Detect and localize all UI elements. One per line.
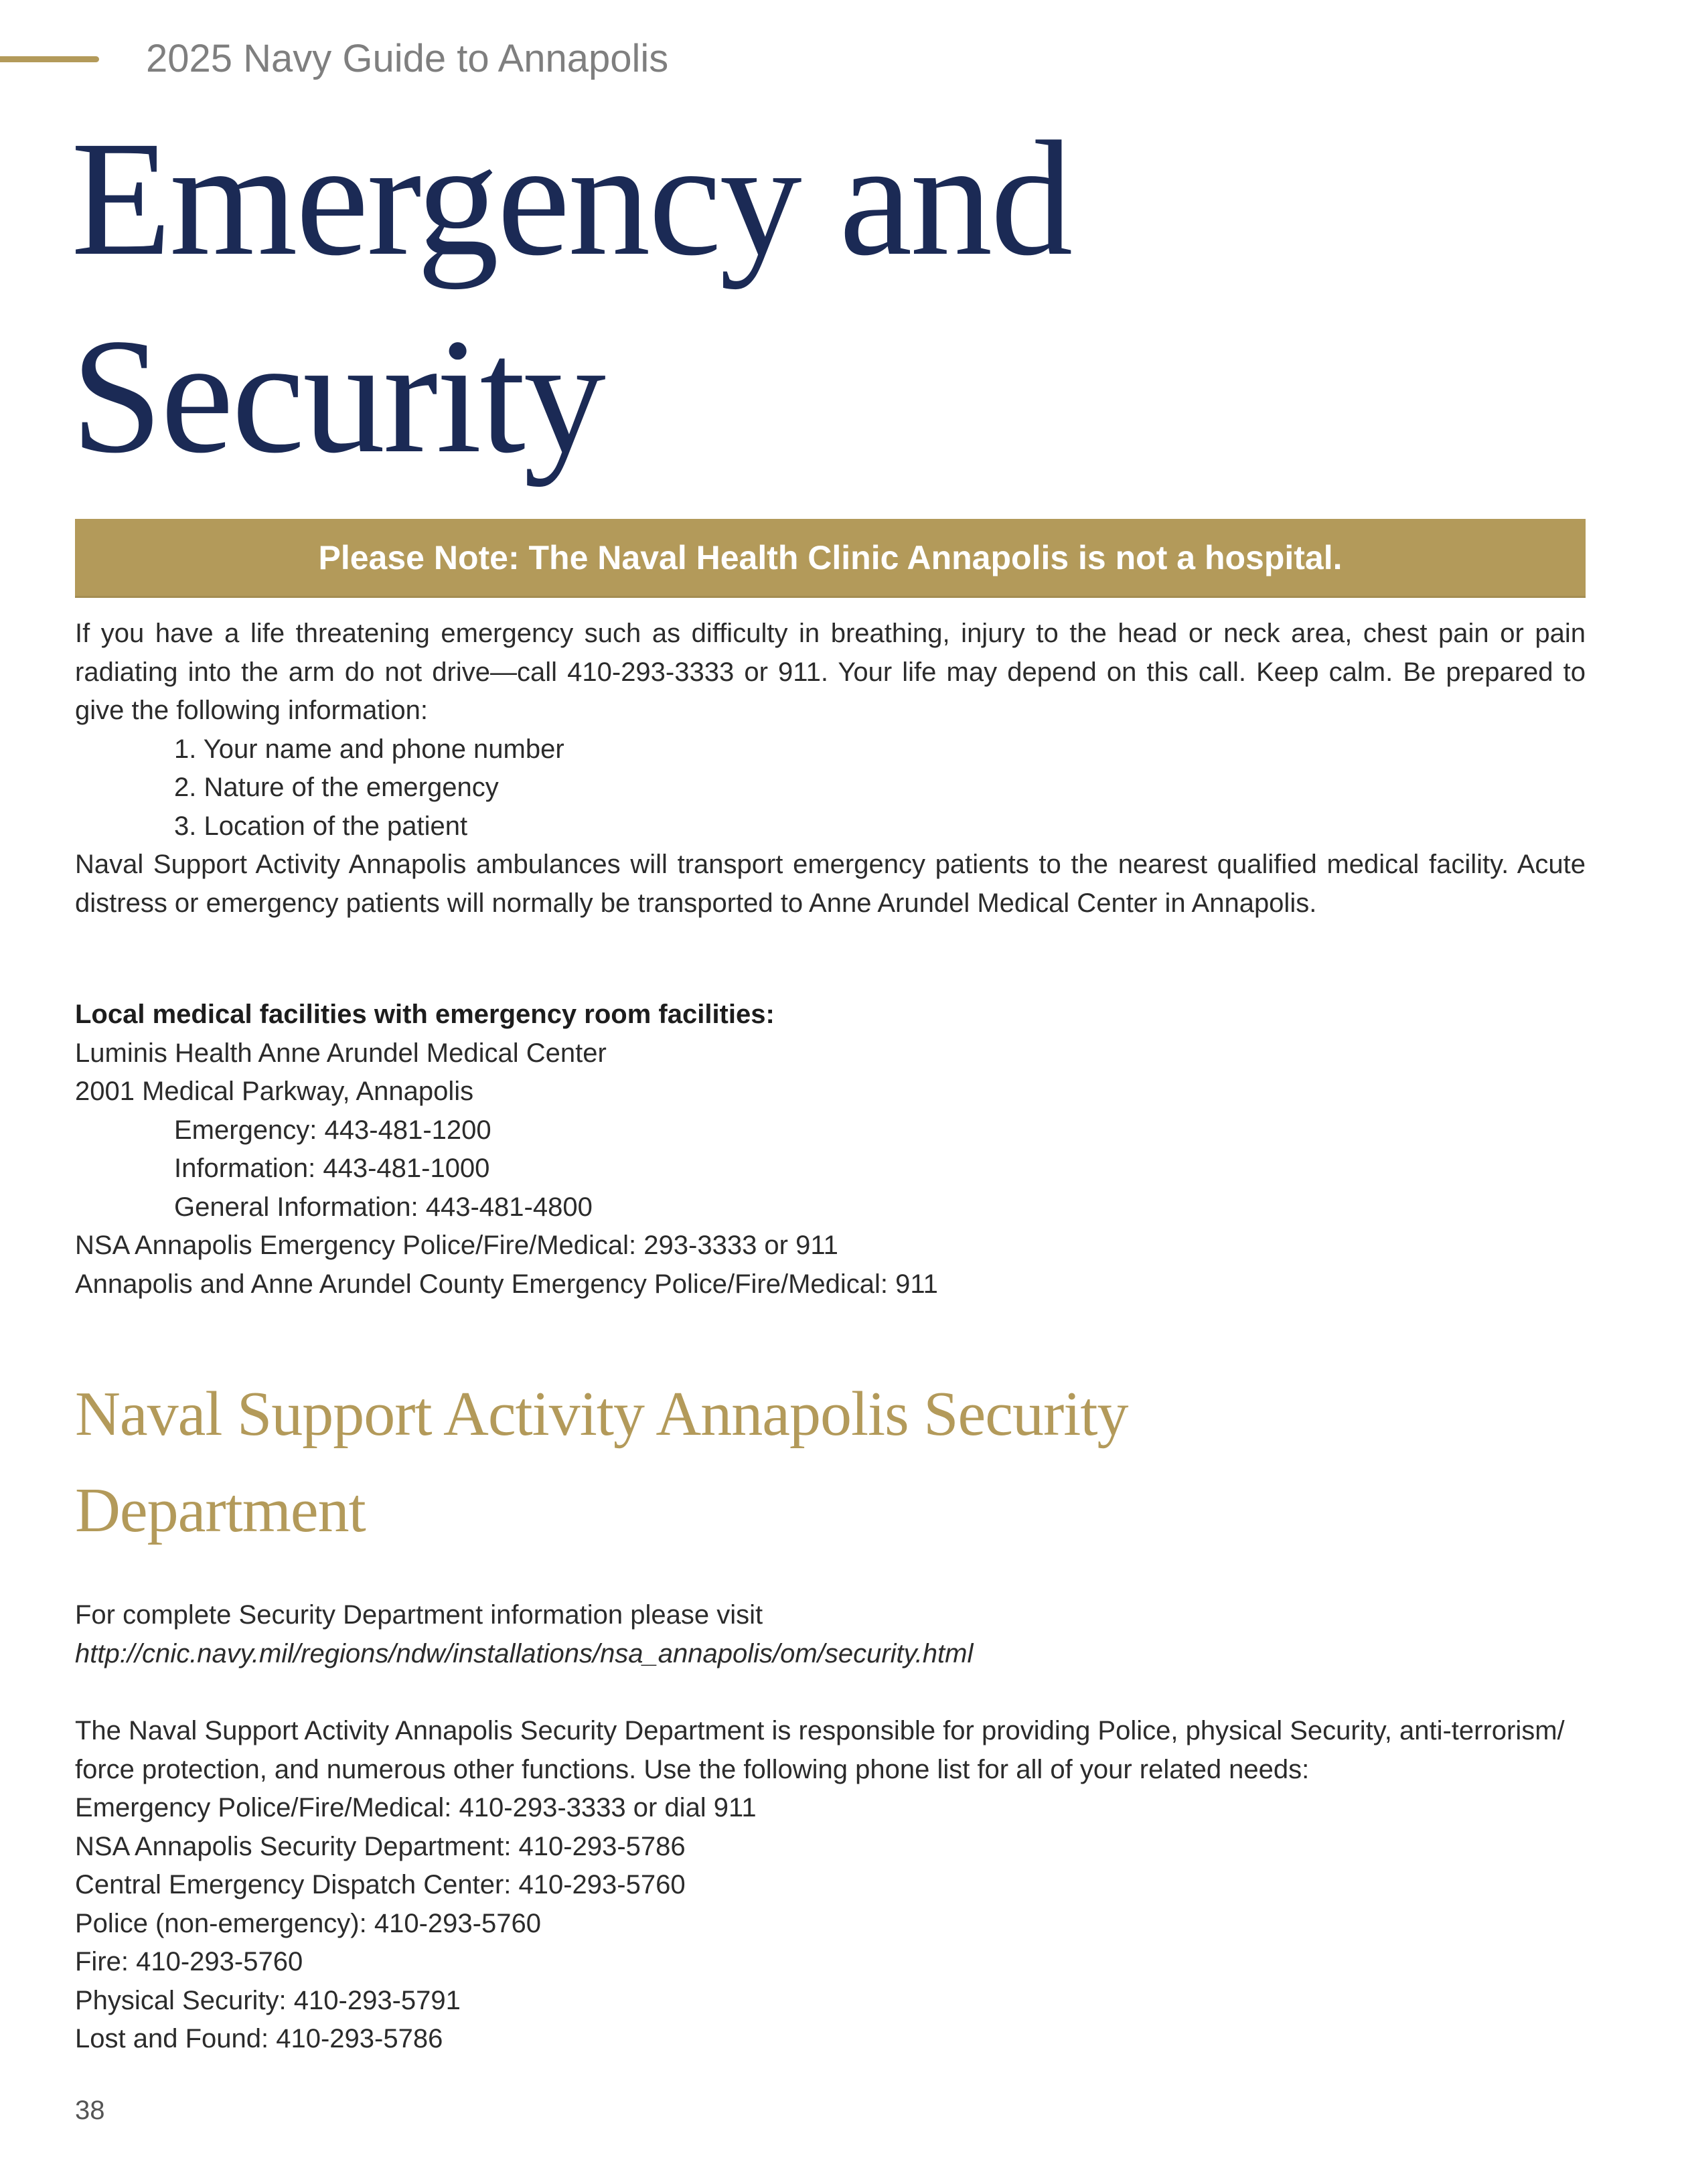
running-header: 2025 Navy Guide to Annapolis [146, 37, 669, 80]
facility-phone: Emergency: 443-481-1200 [174, 1115, 491, 1145]
emergency-step: 1. Your name and phone number [174, 734, 564, 764]
facility-name: Luminis Health Anne Arundel Medical Center [75, 1038, 607, 1068]
security-phone-line: Emergency Police/Fire/Medical: 410-293-3333 or dial 911 [75, 1793, 757, 1822]
page-number: 38 [75, 2096, 105, 2125]
facility-address: 2001 Medical Parkway, Annapolis [75, 1077, 474, 1106]
facilities-heading: Local medical facilities with emergency room facilities: [75, 1000, 775, 1029]
medical-facilities-section [75, 996, 1586, 1304]
facility-phone: Information: 443-481-1000 [174, 1154, 490, 1183]
notice-banner [75, 519, 1586, 598]
page-title [71, 100, 1071, 495]
security-heading-line-1: Naval Support Activity Annapolis Security [75, 1379, 1128, 1449]
emergency-step: 2. Nature of the emergency [174, 773, 499, 802]
emergency-contact-line: Annapolis and Anne Arundel County Emergency Police/Fire/Medical: 911 [75, 1269, 938, 1299]
header-accent-rule [0, 56, 99, 62]
security-phone-line: Central Emergency Dispatch Center: 410-293-5760 [75, 1870, 686, 1899]
security-url-link[interactable]: http://cnic.navy.mil/regions/ndw/installations/nsa_annapolis/om/security.html [75, 1638, 974, 1668]
emergency-contact-line: NSA Annapolis Emergency Police/Fire/Medical: 293-3333 or 911 [75, 1231, 838, 1260]
security-info-section [75, 1596, 1586, 1673]
page-title-line-1: Emergency and [71, 108, 1071, 290]
security-phone-line: Fire: 410-293-5760 [75, 1947, 303, 1976]
security-phone-line: Lost and Found: 410-293-5786 [75, 2024, 443, 2053]
security-heading-line-2: Department [75, 1476, 366, 1545]
emergency-section [75, 615, 1586, 923]
security-visit-text: For complete Security Department information please visit [75, 1600, 763, 1630]
security-phone-line: NSA Annapolis Security Department: 410-293-5786 [75, 1831, 686, 1861]
notice-banner-text: Please Note: The Naval Health Clinic Annapolis is not a hospital. [318, 538, 1343, 576]
security-description-paragraph: The Naval Support Activity Annapolis Security Department is responsible for providing Police, physical Security, anti-terrorism/ force protection, and numerous other functions. Use the following phone list for all of your related needs: [75, 1716, 1565, 1784]
security-section-heading [75, 1366, 1414, 1559]
ambulance-note-paragraph: Naval Support Activity Annapolis ambulances will transport emergency patients to the nearest qualified medical facility. Acute distress or emergency patients will normally be transported to Anne Arundel Medical Center in Annapolis. [75, 850, 1586, 918]
facility-phone: General Information: 443-481-4800 [174, 1192, 593, 1222]
security-phone-line: Physical Security: 410-293-5791 [75, 1985, 461, 2015]
page-title-line-2: Security [71, 305, 604, 487]
security-contacts-section [75, 1712, 1586, 2059]
emergency-step: 3. Location of the patient [174, 811, 468, 841]
security-phone-line: Police (non-emergency): 410-293-5760 [75, 1908, 541, 1938]
emergency-intro-paragraph: If you have a life threatening emergency such as difficulty in breathing, injury to the head or neck area, chest pain or pain radiating into the arm do not drive—call 410-293-3333 or 911. Your life may depend on this call. Keep calm. Be prepared to give the following information: [75, 619, 1586, 725]
